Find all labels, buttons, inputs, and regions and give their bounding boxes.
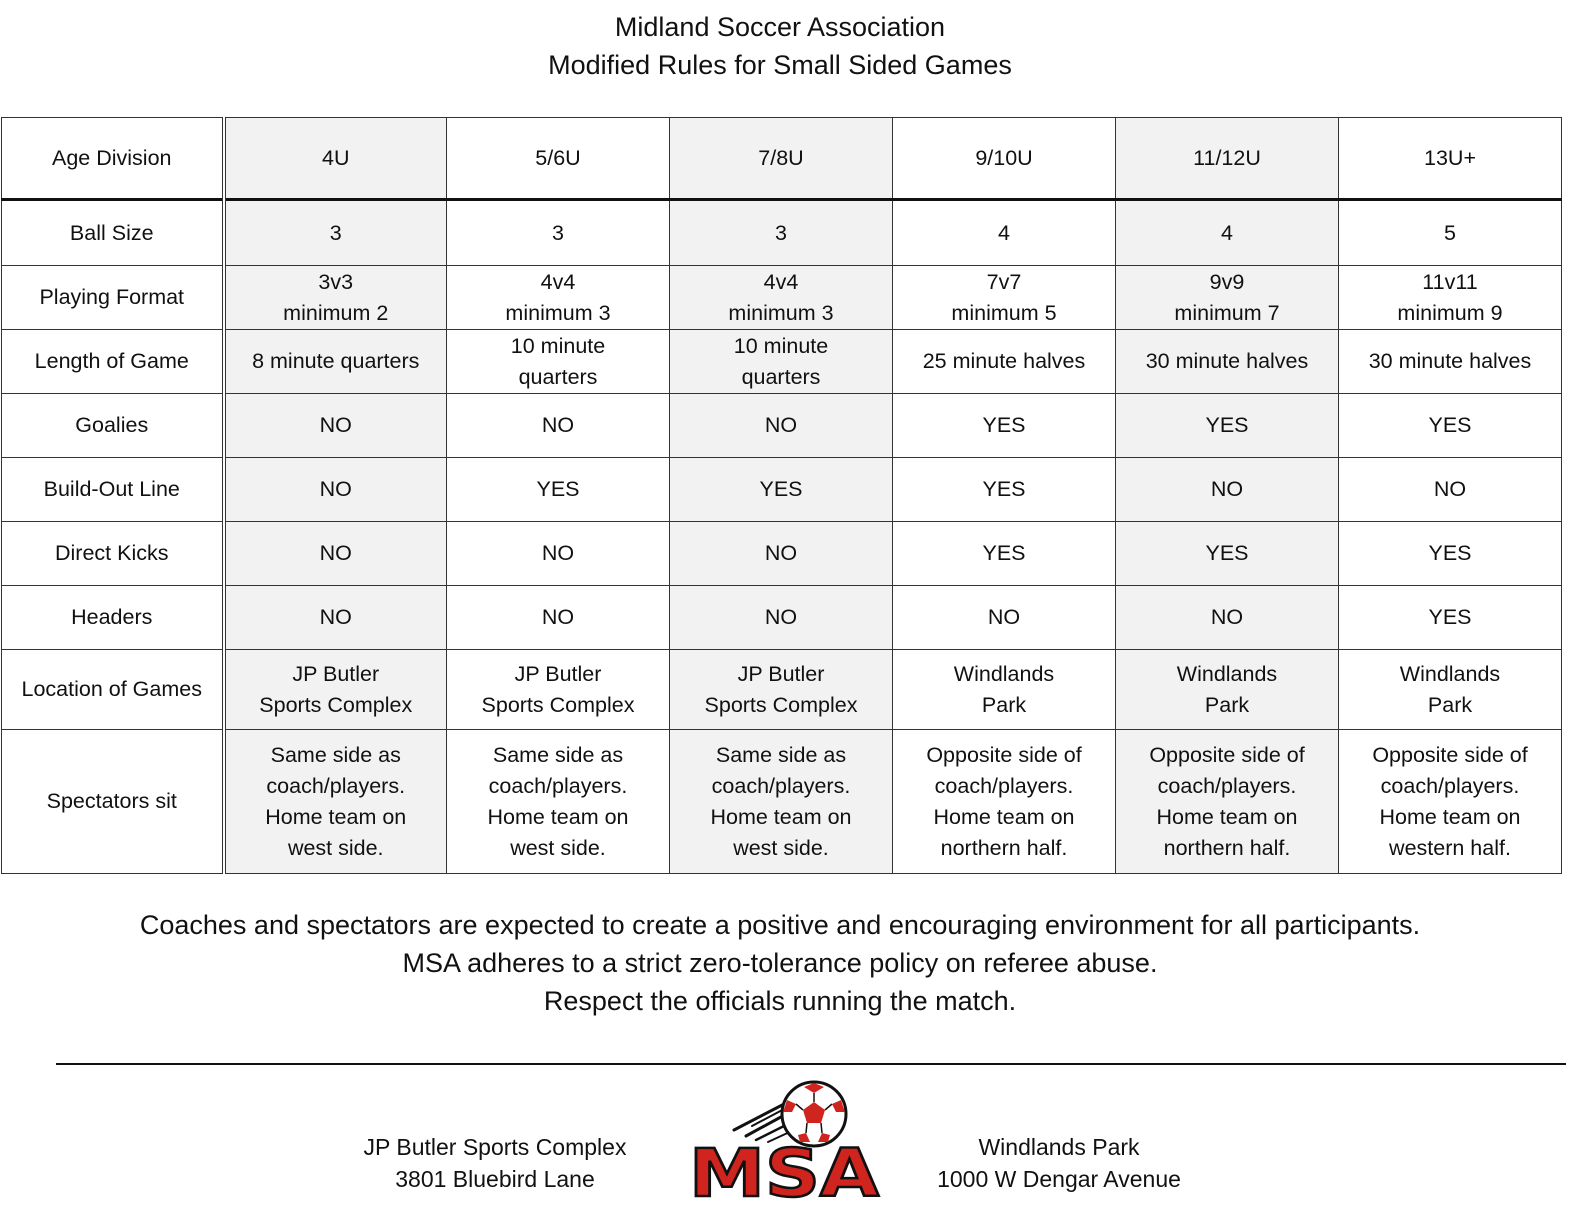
cell-text: Park (1427, 692, 1473, 717)
note-line: MSA adheres to a strict zero-tolerance policy on referee abuse. (402, 948, 1158, 978)
cell-text: 7v7 (986, 269, 1022, 294)
table-cell (1339, 650, 1562, 730)
cell-text: quarters (518, 364, 598, 389)
table-cell (1339, 730, 1562, 874)
cell-text: Park (981, 692, 1027, 717)
row-label: Direct Kicks (2, 522, 224, 586)
cell-text: NO (1210, 477, 1244, 501)
row-label: Headers (2, 586, 224, 650)
table-cell (1339, 200, 1562, 266)
cell-text: NO (1433, 477, 1467, 501)
row-label: Location of Games (2, 650, 224, 730)
footer-venue-windlands (900, 1131, 1218, 1195)
note-line: Coaches and spectators are expected to create a positive and encouraging environment for all participants. (139, 910, 1421, 940)
cell-text: JP Butler (292, 661, 380, 686)
cell-text: minimum 3 (505, 300, 611, 325)
table-cell (670, 394, 893, 458)
table-row (2, 394, 1562, 458)
cell-text: NO (1210, 605, 1244, 629)
table-row (2, 522, 1562, 586)
cell-text: west side. (733, 835, 829, 860)
table-cell (447, 458, 670, 522)
division-header: 4U (224, 118, 447, 200)
cell-text: 4v4 (540, 269, 576, 294)
cell-text: Windlands (1176, 661, 1278, 686)
cell-text: NO (541, 541, 575, 565)
table-cell (670, 330, 893, 394)
footer-divider (56, 1063, 1566, 1065)
table-cell (670, 458, 893, 522)
table-cell (224, 650, 447, 730)
division-header: 5/6U (447, 118, 670, 200)
table-cell (893, 586, 1116, 650)
table-cell (447, 522, 670, 586)
cell-text: Home team on (710, 804, 852, 829)
table-cell (224, 730, 447, 874)
cell-text: northern half. (940, 835, 1068, 860)
table-cell (1116, 458, 1339, 522)
cell-text: Home team on (1156, 804, 1298, 829)
cell-text: coach/players. (266, 773, 406, 798)
cell-text: west side. (287, 835, 384, 860)
cell-text: 30 minute halves (1145, 349, 1309, 373)
table-cell (670, 200, 893, 266)
table-cell (670, 650, 893, 730)
cell-text: NO (319, 541, 352, 565)
cell-text: JP Butler (737, 661, 825, 686)
cell-text: coach/players. (1157, 773, 1297, 798)
cell-text: 11v11 (1422, 269, 1478, 294)
cell-text: NO (764, 605, 798, 629)
cell-text: Home team on (1379, 804, 1521, 829)
cell-text: Same side as (492, 742, 624, 767)
table-cell (447, 730, 670, 874)
cell-text: 4v4 (763, 269, 799, 294)
cell-text: coach/players. (711, 773, 851, 798)
cell-text: Sports Complex (259, 692, 413, 717)
cell-text: western half. (1389, 835, 1511, 860)
cell-text: NO (319, 477, 352, 501)
venue-address: 1000 W Dengar Avenue (937, 1166, 1181, 1192)
cell-text: YES (536, 477, 580, 501)
table-row (2, 266, 1562, 330)
table-cell (1339, 266, 1562, 330)
cell-text: YES (1428, 413, 1472, 437)
cell-text: minimum 2 (283, 300, 389, 325)
corner-label: Age Division (2, 118, 224, 200)
row-label: Goalies (2, 394, 224, 458)
cell-text: YES (982, 477, 1026, 501)
cell-text: 9v9 (1209, 269, 1245, 294)
cell-text: Home team on (265, 804, 407, 829)
row-label: Spectators sit (2, 730, 224, 874)
cell-text: minimum 9 (1397, 300, 1503, 325)
page-title (0, 8, 1560, 84)
row-label: Build-Out Line (2, 458, 224, 522)
table-cell (447, 200, 670, 266)
venue-address: 3801 Bluebird Lane (395, 1166, 595, 1192)
cell-text: NO (319, 605, 352, 629)
cell-text: 5 (1444, 220, 1456, 245)
table-cell (447, 330, 670, 394)
cell-text: 25 minute halves (922, 349, 1086, 373)
table-cell (447, 586, 670, 650)
table-cell (447, 394, 670, 458)
cell-text: coach/players. (934, 773, 1074, 798)
cell-text: coach/players. (488, 773, 628, 798)
table-row (2, 586, 1562, 650)
cell-text: Sports Complex (481, 692, 635, 717)
header-row (2, 118, 1562, 200)
table-cell (1339, 586, 1562, 650)
table-row (2, 650, 1562, 730)
venue-name: Windlands Park (978, 1134, 1140, 1160)
table-row (2, 458, 1562, 522)
document-subtitle: Modified Rules for Small Sided Games (548, 50, 1012, 80)
cell-text: minimum 7 (1174, 300, 1280, 325)
cell-text: NO (764, 541, 798, 565)
msa-logo (686, 1078, 882, 1202)
table-cell (224, 266, 447, 330)
conduct-notes (0, 906, 1560, 1020)
table-cell (893, 394, 1116, 458)
cell-text: Park (1204, 692, 1250, 717)
cell-text: NO (541, 605, 575, 629)
rules-table (1, 117, 1562, 874)
division-header: 9/10U (893, 118, 1116, 200)
cell-text: northern half. (1163, 835, 1291, 860)
table-cell (447, 650, 670, 730)
table-cell (893, 200, 1116, 266)
cell-text: minimum 3 (728, 300, 834, 325)
division-header: 13U+ (1339, 118, 1562, 200)
table-cell (670, 266, 893, 330)
cell-text: NO (541, 413, 575, 437)
cell-text: coach/players. (1380, 773, 1520, 798)
table-cell (893, 522, 1116, 586)
table-row (2, 200, 1562, 266)
cell-text: minimum 5 (951, 300, 1057, 325)
cell-text: 10 minute (510, 333, 606, 358)
cell-text: YES (982, 541, 1026, 565)
table-cell (893, 330, 1116, 394)
table-cell (1339, 394, 1562, 458)
table-cell (893, 650, 1116, 730)
table-body (2, 200, 1562, 874)
cell-text: Windlands (953, 661, 1055, 686)
cell-text: NO (764, 413, 798, 437)
footer-venue-jp-butler (330, 1131, 660, 1195)
note-line: Respect the officials running the match. (543, 986, 1017, 1016)
table-cell (893, 266, 1116, 330)
division-header: 7/8U (670, 118, 893, 200)
table-cell (447, 266, 670, 330)
cell-text: Same side as (715, 742, 847, 767)
table-cell (1339, 458, 1562, 522)
table-row (2, 730, 1562, 874)
table-cell (224, 458, 447, 522)
table-cell (893, 458, 1116, 522)
cell-text: YES (1428, 605, 1472, 629)
cell-text: JP Butler (514, 661, 602, 686)
table-cell (1116, 394, 1339, 458)
cell-text: 4 (1221, 220, 1233, 245)
cell-text: Same side as (270, 742, 401, 767)
cell-text: YES (1205, 413, 1249, 437)
cell-text: quarters (741, 364, 821, 389)
cell-text: YES (982, 413, 1026, 437)
cell-text: 3 (775, 220, 787, 245)
cell-text: 30 minute halves (1368, 349, 1532, 373)
cell-text: Opposite side of (926, 742, 1082, 767)
table-cell (1116, 586, 1339, 650)
table-cell (1339, 522, 1562, 586)
table-cell (670, 586, 893, 650)
cell-text: YES (1428, 541, 1472, 565)
cell-text: Windlands (1399, 661, 1501, 686)
cell-text: Home team on (487, 804, 629, 829)
cell-text: Sports Complex (704, 692, 858, 717)
cell-text: NO (987, 605, 1021, 629)
cell-text: Home team on (933, 804, 1075, 829)
cell-text: 8 minute quarters (252, 349, 420, 373)
table-cell (224, 522, 447, 586)
cell-text: Opposite side of (1149, 742, 1305, 767)
table-cell (670, 730, 893, 874)
table-cell (1116, 200, 1339, 266)
table-cell (1116, 730, 1339, 874)
cell-text: 10 minute (733, 333, 829, 358)
logo-lettering: MSA (689, 1135, 879, 1202)
organization-name: Midland Soccer Association (614, 12, 946, 42)
cell-text: 3 (329, 220, 342, 245)
row-label: Playing Format (2, 266, 224, 330)
venue-name: JP Butler Sports Complex (363, 1134, 627, 1160)
table-cell (224, 200, 447, 266)
table-cell (1116, 266, 1339, 330)
cell-text: NO (319, 413, 352, 437)
table-cell (1116, 650, 1339, 730)
cell-text: 3v3 (318, 269, 354, 294)
table-cell (224, 394, 447, 458)
table-cell (224, 586, 447, 650)
cell-text: Opposite side of (1372, 742, 1528, 767)
cell-text: YES (759, 477, 803, 501)
division-header: 11/12U (1116, 118, 1339, 200)
row-label: Length of Game (2, 330, 224, 394)
table-cell (1339, 330, 1562, 394)
cell-text: 4 (998, 220, 1010, 245)
row-label: Ball Size (2, 200, 224, 266)
table-cell (1116, 330, 1339, 394)
cell-text: west side. (510, 835, 606, 860)
table-cell (224, 330, 447, 394)
table-cell (893, 730, 1116, 874)
cell-text: YES (1205, 541, 1249, 565)
table-row (2, 330, 1562, 394)
table-cell (670, 522, 893, 586)
table-cell (1116, 522, 1339, 586)
cell-text: 3 (552, 220, 564, 245)
